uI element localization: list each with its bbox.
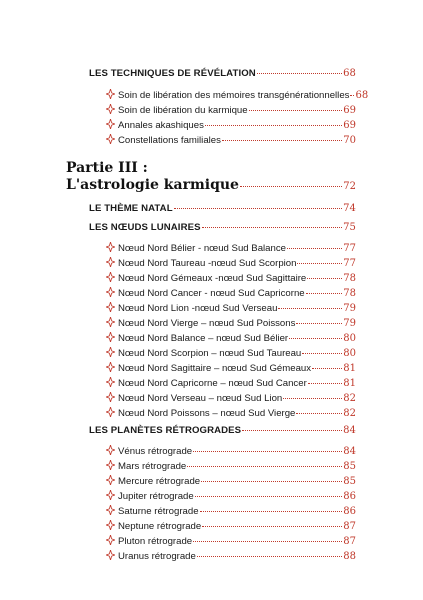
page-number: 84	[343, 446, 356, 457]
page-number: 80	[343, 348, 356, 359]
diamond-star-icon	[106, 257, 115, 267]
toc-item[interactable]	[106, 376, 356, 389]
page-number: 68	[343, 68, 356, 79]
page-number: 77	[343, 243, 356, 254]
leader-dots	[307, 278, 342, 279]
leader-dots	[205, 125, 342, 126]
leader-dots	[202, 526, 342, 527]
leader-dots	[302, 353, 342, 354]
diamond-star-icon	[106, 119, 115, 129]
toc-item[interactable]	[106, 361, 356, 374]
leader-dots	[197, 556, 342, 557]
diamond-star-icon	[106, 392, 115, 402]
section-label: LES TECHNIQUES DE RÉVÉLATION	[89, 68, 256, 79]
page-number: 86	[343, 506, 356, 517]
page-number: 70	[343, 135, 356, 146]
diamond-star-icon	[106, 460, 115, 470]
toc-part-subtitle[interactable]	[66, 177, 356, 193]
toc-item[interactable]	[106, 271, 356, 284]
page-number: 75	[343, 222, 356, 233]
leader-dots	[308, 383, 343, 384]
toc-section-planetes-retrogrades[interactable]	[89, 425, 356, 436]
item-label: Nœud Nord Poissons – nœud Sud Vierge	[118, 408, 296, 419]
leader-dots	[200, 511, 343, 512]
page-number: 80	[343, 333, 356, 344]
item-label: Soin de libération du karmique	[118, 105, 248, 116]
page-number: 82	[343, 393, 356, 404]
section-label: LES NŒUDS LUNAIRES	[89, 222, 201, 233]
toc-item[interactable]	[106, 286, 356, 299]
page-number: 81	[343, 378, 356, 389]
page-number: 78	[343, 288, 356, 299]
leader-dots	[297, 263, 342, 264]
toc-item[interactable]	[106, 241, 356, 254]
diamond-star-icon	[106, 317, 115, 327]
toc-item[interactable]	[106, 118, 356, 131]
toc-section-revelation[interactable]	[89, 68, 356, 79]
page-number: 88	[343, 551, 356, 562]
leader-dots	[240, 186, 342, 187]
leader-dots	[201, 481, 342, 482]
diamond-star-icon	[106, 242, 115, 252]
item-label: Saturne rétrograde	[118, 506, 199, 517]
item-label: Neptune rétrograde	[118, 521, 202, 532]
leader-dots	[283, 398, 342, 399]
diamond-star-icon	[106, 362, 115, 372]
section-label: LE THÈME NATAL	[89, 203, 173, 214]
item-label: Nœud Nord Capricorne – nœud Sud Cancer	[118, 378, 307, 389]
page-number: 85	[343, 476, 356, 487]
item-label: Nœud Nord Gémeaux -nœud Sud Sagittaire	[118, 273, 307, 284]
leader-dots	[350, 95, 354, 96]
toc-item[interactable]	[106, 301, 356, 314]
leader-dots	[193, 541, 342, 542]
diamond-star-icon	[106, 475, 115, 485]
page-number: 68	[355, 90, 369, 101]
toc-item[interactable]	[106, 534, 356, 547]
item-label: Nœud Nord Vierge – nœud Sud Poissons	[118, 318, 296, 329]
item-label: Nœud Nord Taureau -nœud Sud Scorpion	[118, 258, 297, 269]
item-label: Pluton rétrograde	[118, 536, 193, 547]
item-label: Uranus rétrograde	[118, 551, 196, 562]
leader-dots	[249, 110, 343, 111]
diamond-star-icon	[106, 89, 115, 99]
toc-section-theme-natal[interactable]	[89, 203, 356, 214]
diamond-star-icon	[106, 535, 115, 545]
diamond-star-icon	[106, 332, 115, 342]
diamond-star-icon	[106, 407, 115, 417]
leader-dots	[202, 227, 342, 228]
diamond-star-icon	[106, 550, 115, 560]
toc-item[interactable]	[106, 88, 369, 101]
item-label: Nœud Nord Lion -nœud Sud Verseau	[118, 303, 278, 314]
leader-dots	[312, 368, 342, 369]
page-number: 85	[343, 461, 356, 472]
leader-dots	[306, 293, 343, 294]
toc-item[interactable]	[106, 489, 356, 502]
leader-dots	[296, 323, 342, 324]
diamond-star-icon	[106, 490, 115, 500]
diamond-star-icon	[106, 505, 115, 515]
page-number: 86	[343, 491, 356, 502]
item-label: Vénus rétrograde	[118, 446, 193, 457]
item-label: Nœud Nord Cancer - nœud Sud Capricorne	[118, 288, 305, 299]
diamond-star-icon	[106, 134, 115, 144]
leader-dots	[193, 451, 342, 452]
leader-dots	[187, 466, 342, 467]
leader-dots	[195, 496, 343, 497]
item-label: Nœud Nord Scorpion – nœud Sud Taureau	[118, 348, 302, 359]
item-label: Annales akashiques	[118, 120, 204, 131]
diamond-star-icon	[106, 302, 115, 312]
toc-item[interactable]	[106, 103, 356, 116]
leader-dots	[242, 430, 342, 431]
item-label: Soin de libération des mémoires transgénérationnelles	[118, 90, 350, 101]
leader-dots	[289, 338, 342, 339]
diamond-star-icon	[106, 520, 115, 530]
toc-item[interactable]	[106, 391, 356, 404]
toc-item[interactable]	[106, 459, 356, 472]
diamond-star-icon	[106, 104, 115, 114]
page-number: 87	[343, 521, 356, 532]
diamond-star-icon	[106, 272, 115, 282]
item-label: Nœud Nord Verseau – nœud Sud Lion	[118, 393, 283, 404]
item-label: Nœud Nord Sagittaire – nœud Sud Gémeaux	[118, 363, 312, 374]
item-label: Jupiter rétrograde	[118, 491, 194, 502]
page-number: 82	[343, 408, 356, 419]
diamond-star-icon	[106, 347, 115, 357]
diamond-star-icon	[106, 445, 115, 455]
page-number: 69	[343, 120, 356, 131]
toc-item[interactable]	[106, 474, 356, 487]
page-number: 74	[343, 203, 356, 214]
page-number: 69	[343, 105, 356, 116]
item-label: Mars rétrograde	[118, 461, 187, 472]
item-label: Mercure rétrograde	[118, 476, 201, 487]
page-number: 84	[343, 425, 356, 436]
toc-item[interactable]	[106, 519, 356, 532]
page-number: 72	[343, 181, 356, 192]
leader-dots	[296, 413, 342, 414]
item-label: Nœud Nord Balance – nœud Sud Bélier	[118, 333, 289, 344]
page-number: 81	[343, 363, 356, 374]
toc-item[interactable]	[106, 256, 356, 269]
toc-item[interactable]	[106, 504, 356, 517]
section-label: LES PLANÈTES RÉTROGRADES	[89, 425, 242, 436]
page-number: 87	[343, 536, 356, 547]
page-number: 79	[343, 303, 356, 314]
item-label: Constellations familiales	[118, 135, 221, 146]
toc-item[interactable]	[106, 406, 356, 419]
toc-item[interactable]	[106, 444, 356, 457]
toc-item[interactable]	[106, 133, 356, 146]
leader-dots	[222, 140, 342, 141]
page-number: 77	[343, 258, 356, 269]
diamond-star-icon	[106, 287, 115, 297]
diamond-star-icon	[106, 377, 115, 387]
toc-item[interactable]	[106, 549, 356, 562]
page-number: 78	[343, 273, 356, 284]
leader-dots	[278, 308, 342, 309]
toc-item[interactable]	[106, 346, 356, 359]
leader-dots	[287, 248, 342, 249]
toc-item[interactable]	[106, 331, 356, 344]
page-number: 79	[343, 318, 356, 329]
leader-dots	[257, 73, 342, 74]
leader-dots	[174, 208, 342, 209]
item-label: Nœud Nord Bélier - nœud Sud Balance	[118, 243, 286, 254]
toc-section-noeuds-lunaires[interactable]	[89, 222, 356, 233]
part-title: Partie III :	[66, 160, 148, 176]
part-subtitle: L'astrologie karmique	[66, 177, 239, 193]
toc-item[interactable]	[106, 316, 356, 329]
